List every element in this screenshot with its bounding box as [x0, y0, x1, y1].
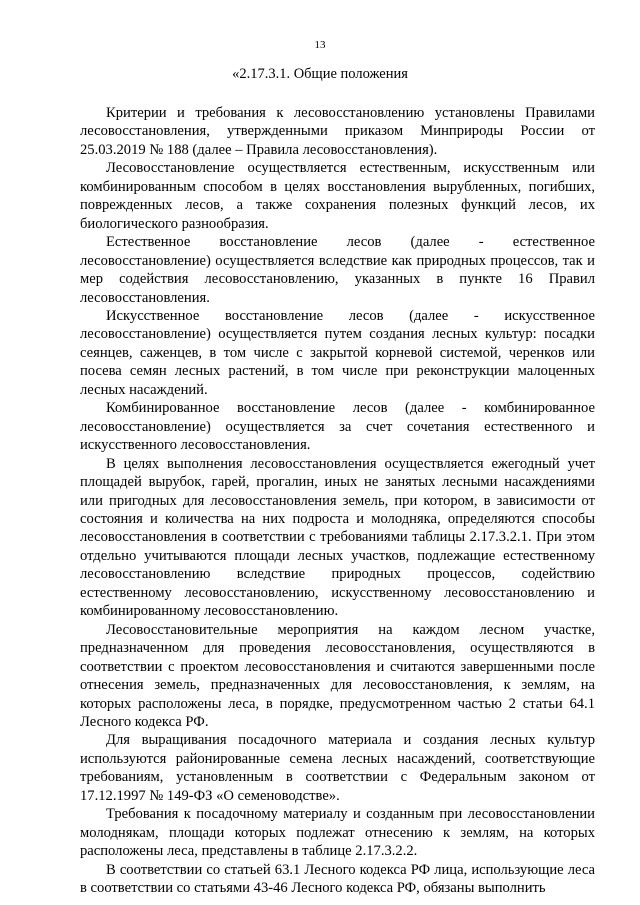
paragraph-methods: Лесовосстановление осуществляется естественным, искусственным или комбинированным способом в целях восстановления вырубленных, погибших, поврежденных лесов, а также сохранения полезных функций лесов, их биологического разнообразия. — [80, 160, 595, 232]
paragraph-seeds: Для выращивания посадочного материала и создания лесных культур используются районированные семена лесных насаждений, соответствующие требованиям, установленным в соответствии с Федеральным законом от 17.12.1997 № 149-ФЗ «О семеноводстве». — [80, 732, 595, 804]
section-heading: «2.17.3.1. Общие положения — [232, 66, 408, 82]
paragraph-article-63-1: В соответствии со статьей 63.1 Лесного кодекса РФ лица, использующие леса в соответствии со статьями 43-46 Лесного кодекса РФ, обязаны выполнить — [80, 861, 595, 897]
paragraph-combined: Комбинированное восстановление лесов (далее - комбинированное лесовосстановление) осуществляется за счет сочетания естественного и искусственного лесовосстановления. — [80, 400, 595, 454]
paragraph-natural: Естественное восстановление лесов (далее - естественное лесовосстановление) осуществляется вследствие как природных процессов, так и мер содействия лесовосстановлению, указанных в пункте 16 Правил лесовосстановления. — [80, 234, 595, 306]
paragraph-planting-requirements: Требования к посадочному материалу и созданным при лесовосстановлении молоднякам, площади которых подлежат отнесению к землям, на которых расположены леса, представлены в таблице 2.17.3.2.2. — [80, 806, 595, 860]
page-number: 13 — [314, 39, 326, 51]
paragraph-annual-accounting: В целях выполнения лесовосстановления осуществляется ежегодный учет площадей вырубок, гарей, прогалин, иных не занятых лесными насаждениями или пригодных для лесовосстановления земель, при котором, в зависимости от состояния и количества на них подроста и молодняка, определяются способы лесовосстановления в соответствии с требованиями таблицы 2.17.3.2.1. При этом отдельно учитываются площади лесных участков, подлежащие естественному лесовосстановлению вследствие природных процессов, содействию естественному лесовосстановлению, искусственному лесовосстановлению и комбинированному лесовосстановлению. — [80, 455, 595, 620]
body-text — [80, 104, 595, 897]
paragraph-criteria: Критерии и требования к лесовосстановлению установлены Правилами лесовосстановления, утвержденными приказом Минприроды России от 25.03.2019 № 188 (далее – Правила лесовосстановления). — [80, 105, 595, 158]
paragraph-artificial: Искусственное восстановление лесов (далее - искусственное лесовосстановление) осуществляется путем создания лесных культур: посадки сеянцев, саженцев, в том числе с закрытой корневой системой, черенков или посева семян лесных растений, в том числе при реконструкции малоценных лесных насаждений. — [80, 307, 595, 398]
paragraph-measures: Лесовосстановительные мероприятия на каждом лесном участке, предназначенном для проведения лесовосстановления, осуществляются в соответствии с проектом лесовосстановления и считаются завершенными после отнесения земель, предназначенных для лесовосстановления, к землям, на которых расположены леса, в порядке, предусмотренном частью 2 статьи 64.1 Лесного кодекса РФ. — [80, 621, 595, 730]
